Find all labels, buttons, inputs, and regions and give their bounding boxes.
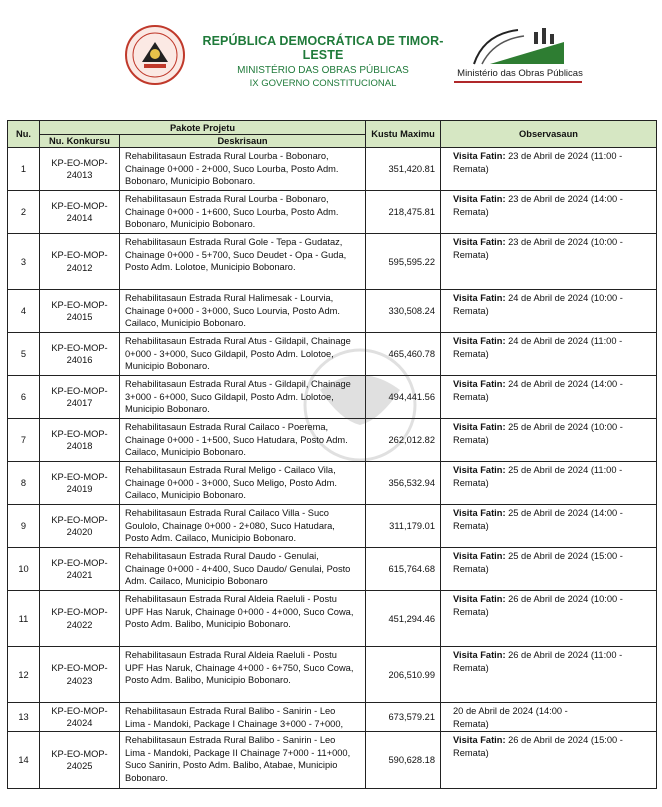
tender-code xyxy=(40,548,120,591)
site-visit-label: Visita Fatin: xyxy=(453,194,506,204)
site-visit-date: 25 de Abril de 2024 (14:00 - xyxy=(505,508,623,518)
observation-line xyxy=(453,464,652,477)
observation-line xyxy=(453,550,652,563)
max-cost: 311,179.01 xyxy=(366,505,441,548)
header-nu: Nu. xyxy=(8,121,40,148)
tender-code xyxy=(40,333,120,376)
tender-code-line: KP-EO-MOP- xyxy=(51,250,108,260)
observation-line-end: Remata) xyxy=(453,391,489,402)
observation-line xyxy=(453,649,652,662)
description-line: Suco Sanirin, Posto Adm. Balibo, Atabae, Municipio xyxy=(125,760,338,770)
site-visit-date: 24 de Abril de 2024 (10:00 - xyxy=(505,293,623,303)
table-row xyxy=(8,462,657,505)
project-description xyxy=(120,148,366,191)
project-description xyxy=(120,548,366,591)
ministry-heading xyxy=(188,34,458,89)
description-line: Bobonaro, Municipio Bobonaro. xyxy=(125,219,256,229)
site-visit-label: Visita Fatin: xyxy=(453,594,506,604)
row-number: 10 xyxy=(8,548,40,591)
tender-code-line: 24023 xyxy=(66,675,93,686)
observation xyxy=(441,462,657,505)
tender-code xyxy=(40,647,120,703)
national-emblem-icon xyxy=(124,24,186,86)
observation-line xyxy=(453,335,652,348)
description-line: Bobonaro, Municipio Bobonaro. xyxy=(125,176,256,186)
government-title: IX GOVERNO CONSTITUCIONAL xyxy=(249,78,397,89)
row-number: 5 xyxy=(8,333,40,376)
republic-title: REPÚBLICA DEMOCRÁTICA DE TIMOR-LESTE xyxy=(202,34,444,62)
observation-line-end: Remata) xyxy=(453,718,489,729)
table-row xyxy=(8,591,657,647)
tender-code-line: KP-EO-MOP- xyxy=(51,342,108,353)
table-row xyxy=(8,732,657,789)
tender-code-line: 24016 xyxy=(66,355,93,365)
table-row xyxy=(8,148,657,191)
observation-line xyxy=(453,593,652,606)
tender-code-line: 24012 xyxy=(66,262,93,273)
description-line: Rehabilitasaun Estrada Rural Lourba - Bobonaro, xyxy=(125,151,329,161)
site-visit-date: 26 de Abril de 2024 (10:00 - xyxy=(505,594,623,604)
tender-code xyxy=(40,191,120,234)
row-number: 3 xyxy=(8,234,40,290)
observation-line xyxy=(453,705,652,718)
observation xyxy=(441,191,657,234)
description-line: Rehabilitasaun Estrada Rural Aldeia Raeluli - Postu xyxy=(125,650,337,660)
site-visit-label: Visita Fatin: xyxy=(453,551,506,561)
site-visit-date: 25 de Abril de 2024 (15:00 - xyxy=(505,551,623,561)
tender-code-line: KP-EO-MOP- xyxy=(51,663,108,673)
observation-line-end: Remata) xyxy=(453,249,489,260)
description-line: Goulolo, Chainage 0+000 - 2+080, Suco Hatudara, xyxy=(125,520,335,531)
site-visit-label: Visita Fatin: xyxy=(453,151,506,161)
description-line: Chainage 0+000 - 1+500, Suco Hatudara, Posto Adm. xyxy=(125,434,348,445)
description-line: 0+000 - 3+000, Suco Gildapil, Posto Adm. Lolotoe, xyxy=(125,348,334,359)
site-visit-date: 25 de Abril de 2024 (11:00 - xyxy=(505,465,623,475)
tender-code-line: KP-EO-MOP- xyxy=(51,200,108,211)
description-line: Rehabilitasaun Estrada Rural Balibo - Sanirin - Leo xyxy=(125,735,336,745)
observation-line xyxy=(453,236,652,249)
description-line: 3+000 - 6+000, Suco Gildapil, Posto Adm. Lolotoe, xyxy=(125,391,334,402)
row-number: 8 xyxy=(8,462,40,505)
tender-code-line: 24024 xyxy=(66,718,93,728)
max-cost: 590,628.18 xyxy=(366,732,441,789)
observation xyxy=(441,703,657,732)
tender-code-line: KP-EO-MOP- xyxy=(51,748,108,759)
project-description xyxy=(120,376,366,419)
tender-code xyxy=(40,148,120,191)
site-visit-date: 24 de Abril de 2024 (14:00 - xyxy=(505,379,623,389)
tender-code-line: KP-EO-MOP- xyxy=(51,299,108,310)
table-row xyxy=(8,290,657,333)
observation-line-end: Remata) xyxy=(453,477,489,488)
description-line: Cailaco, Municipio Bobonaro. xyxy=(125,318,246,328)
row-number: 14 xyxy=(8,732,40,789)
tender-code-line: KP-EO-MOP- xyxy=(51,428,108,439)
description-line: Rehabilitasaun Estrada Rural Meligo - Cailaco Vila, xyxy=(125,465,336,475)
tender-code-line: KP-EO-MOP- xyxy=(51,514,108,525)
observation-line xyxy=(453,193,652,206)
tender-code-line: 24017 xyxy=(66,398,93,408)
max-cost: 262,012.82 xyxy=(366,419,441,462)
tender-code xyxy=(40,732,120,789)
tender-code xyxy=(40,591,120,647)
observation-line-end: Remata) xyxy=(453,606,489,617)
site-visit-label: Visita Fatin: xyxy=(453,379,506,389)
site-visit-label: Visita Fatin: xyxy=(453,237,506,247)
max-cost: 595,595.22 xyxy=(366,234,441,290)
description-line: Lima - Mandoki, Package I Chainage 3+000 - 7+000, xyxy=(125,718,344,729)
row-number: 4 xyxy=(8,290,40,333)
observation-line-end: Remata) xyxy=(453,348,489,359)
observation-line-end: Remata) xyxy=(453,434,489,445)
description-line: Rehabilitasaun Estrada Rural Cailaco Villa - Suco xyxy=(125,508,329,518)
ministry-logo-caption: Ministério das Obras Públicas xyxy=(457,68,583,79)
observation-line-end: Remata) xyxy=(453,747,489,758)
description-line: Chainage 0+000 - 5+700, Suco Deudet - Opa - Guda, xyxy=(125,249,347,260)
tender-code-line: KP-EO-MOP- xyxy=(51,157,108,168)
tender-code-line: 24015 xyxy=(66,312,93,322)
description-line: Posto Adm. Balibo, Municipio Bobonaro. xyxy=(125,675,291,685)
site-visit-date: 23 de Abril de 2024 (11:00 - xyxy=(505,151,623,161)
tender-code xyxy=(40,419,120,462)
project-description xyxy=(120,703,366,732)
observation xyxy=(441,548,657,591)
description-line: Chainage 0+000 - 1+600, Suco Lourba, Posto Adm. xyxy=(125,206,339,217)
max-cost: 494,441.56 xyxy=(366,376,441,419)
description-line: UPF Has Naruk, Chainage 4+000 - 6+750, Suco Cowa, xyxy=(125,662,354,673)
description-line: Chainage 0+000 - 3+000, Suco Lourvia, Posto Adm. xyxy=(125,305,341,316)
header-divider xyxy=(454,81,582,83)
max-cost: 206,510.99 xyxy=(366,647,441,703)
observation xyxy=(441,333,657,376)
row-number: 2 xyxy=(8,191,40,234)
site-visit-date: 26 de Abril de 2024 (11:00 - xyxy=(505,650,623,660)
observation xyxy=(441,591,657,647)
description-line: Rehabilitasaun Estrada Rural Lourba - Bobonaro, xyxy=(125,194,329,204)
site-visit-date: 23 de Abril de 2024 (10:00 - xyxy=(505,237,623,247)
header-pakote: Pakote Projetu xyxy=(40,121,366,135)
tender-code-line: 24022 xyxy=(66,619,93,630)
table-row xyxy=(8,505,657,548)
observation-line-end: Remata) xyxy=(453,563,489,574)
row-number: 9 xyxy=(8,505,40,548)
description-line: Posto Adm. Lolotoe, Municipio Bobonaro. xyxy=(125,262,296,272)
tender-code-line: 24018 xyxy=(66,441,93,451)
description-line: Rehabilitasaun Estrada Rural Halimesak - Lourvia, xyxy=(125,293,334,303)
ministry-title: MINISTÉRIO DAS OBRAS PÚBLICAS xyxy=(237,65,409,76)
description-line: Cailaco, Municipio Bobonaro. xyxy=(125,490,246,500)
description-line: Rehabilitasaun Estrada Rural Cailaco - Poerema, xyxy=(125,422,329,432)
tender-table xyxy=(7,120,657,789)
observation xyxy=(441,505,657,548)
max-cost: 351,420.81 xyxy=(366,148,441,191)
row-number: 13 xyxy=(8,703,40,732)
table-row xyxy=(8,548,657,591)
project-description xyxy=(120,462,366,505)
site-visit-label: Visita Fatin: xyxy=(453,508,506,518)
tender-code-line: 24014 xyxy=(66,213,93,223)
project-description xyxy=(120,191,366,234)
observation-line-end: Remata) xyxy=(453,662,489,673)
project-description xyxy=(120,732,366,789)
site-visit-label: Visita Fatin: xyxy=(453,336,506,346)
observation-line xyxy=(453,734,652,747)
header-deskrisaun: Deskrisaun xyxy=(120,135,366,148)
site-visit-date: 25 de Abril de 2024 (10:00 - xyxy=(505,422,623,432)
tender-code xyxy=(40,462,120,505)
site-visit-label: Visita Fatin: xyxy=(453,465,506,475)
project-description xyxy=(120,647,366,703)
tender-code-line: KP-EO-MOP- xyxy=(51,385,108,396)
observation-line-end: Remata) xyxy=(453,206,489,217)
observation-line xyxy=(453,421,652,434)
description-line: Rehabilitasaun Estrada Rural Atus - Gildapil, Chainage xyxy=(125,336,351,346)
tender-code-line: KP-EO-MOP- xyxy=(51,607,108,617)
description-line: Rehabilitasaun Estrada Rural Daudo - Genulai, xyxy=(125,551,319,561)
tender-code-line: KP-EO-MOP- xyxy=(51,557,108,568)
description-line: Lima - Mandoki, Package II Chainage 7+000 - 11+000, xyxy=(125,747,351,758)
tender-code xyxy=(40,290,120,333)
observation-line-end: Remata) xyxy=(453,305,489,316)
tender-code xyxy=(40,376,120,419)
table-row xyxy=(8,191,657,234)
table-row xyxy=(8,333,657,376)
site-visit-date: 24 de Abril de 2024 (11:00 - xyxy=(505,336,623,346)
tender-code-line: 24013 xyxy=(66,170,93,180)
description-line: UPF Has Naruk, Chainage 0+000 - 4+000, Suco Cowa, xyxy=(125,606,354,617)
site-visit-date: 23 de Abril de 2024 (14:00 - xyxy=(505,194,623,204)
row-number: 12 xyxy=(8,647,40,703)
project-description xyxy=(120,234,366,290)
header-konkursu: Nu. Konkursu xyxy=(40,135,120,148)
description-line: Municipio Bobonaro. xyxy=(125,404,210,414)
observation-line-end: Remata) xyxy=(453,520,489,531)
site-visit-label: Visita Fatin: xyxy=(453,422,506,432)
max-cost: 615,764.68 xyxy=(366,548,441,591)
observation xyxy=(441,647,657,703)
site-visit-label: Visita Fatin: xyxy=(453,293,506,303)
tender-code xyxy=(40,703,120,732)
description-line: Cailaco, Municipio Bobonaro. xyxy=(125,447,246,457)
tender-code-line: KP-EO-MOP- xyxy=(51,471,108,482)
project-description xyxy=(120,505,366,548)
observation-line-end: Remata) xyxy=(453,163,489,174)
tender-table-wrapper xyxy=(7,120,656,789)
max-cost: 465,460.78 xyxy=(366,333,441,376)
row-number: 1 xyxy=(8,148,40,191)
project-description xyxy=(120,333,366,376)
table-row xyxy=(8,419,657,462)
description-line: Municipio Bobonaro. xyxy=(125,361,210,371)
observation-line xyxy=(453,378,652,391)
table-body xyxy=(8,148,657,789)
row-number: 11 xyxy=(8,591,40,647)
max-cost: 451,294.46 xyxy=(366,591,441,647)
project-description xyxy=(120,591,366,647)
description-line: Bobonaro. xyxy=(125,772,168,783)
observation xyxy=(441,148,657,191)
max-cost: 356,532.94 xyxy=(366,462,441,505)
table-row xyxy=(8,647,657,703)
description-line: Chainage 0+000 - 2+000, Suco Lourba, Posto Adm. xyxy=(125,163,339,174)
site-visit-label: Visita Fatin: xyxy=(453,735,506,745)
description-line: Chainage 0+000 - 3+000, Suco Meligo, Posto Adm. xyxy=(125,477,337,488)
description-line: Rehabilitasaun Estrada Rural Balibo - Sanirin - Leo xyxy=(125,706,336,716)
observation-line xyxy=(453,150,652,163)
table-row xyxy=(8,703,657,732)
observation xyxy=(441,419,657,462)
project-description xyxy=(120,419,366,462)
site-visit-label: Visita Fatin: xyxy=(453,650,506,660)
site-visit-date: 26 de Abril de 2024 (15:00 - xyxy=(505,735,623,745)
tender-code xyxy=(40,234,120,290)
tender-code xyxy=(40,505,120,548)
tender-code-line: 24020 xyxy=(66,527,93,537)
project-description xyxy=(120,290,366,333)
letterhead xyxy=(0,0,662,100)
row-number: 6 xyxy=(8,376,40,419)
description-line: Rehabilitasaun Estrada Rural Aldeia Raeluli - Postu xyxy=(125,594,337,604)
description-line: Chainage 0+000 - 4+400, Suco Daudo/ Genulai, Posto xyxy=(125,563,351,574)
tender-code-line: KP-EO-MOP- xyxy=(51,705,108,716)
max-cost: 218,475.81 xyxy=(366,191,441,234)
row-number: 7 xyxy=(8,419,40,462)
description-line: Adm. Cailaco, Municipio Bobonaro xyxy=(125,576,268,586)
description-line: Rehabilitasaun Estrada Rural Gole - Tepa - Gudataz, xyxy=(125,237,343,247)
description-line: Posto Adm. Balibo, Municipio Bobonaro. xyxy=(125,619,291,629)
observation xyxy=(441,376,657,419)
header-kustu: Kustu Maximu xyxy=(366,121,441,148)
observation-line xyxy=(453,292,652,305)
table-row xyxy=(8,234,657,290)
site-visit-date: 20 de Abril de 2024 (14:00 - xyxy=(453,706,568,716)
observation xyxy=(441,732,657,789)
observation-line xyxy=(453,507,652,520)
tender-code-line: 24021 xyxy=(66,570,93,580)
max-cost: 673,579.21 xyxy=(366,703,441,732)
tender-code-line: 24025 xyxy=(66,761,93,771)
observation xyxy=(441,234,657,290)
max-cost: 330,508.24 xyxy=(366,290,441,333)
tender-code-line: 24019 xyxy=(66,484,93,494)
header-observasaun: Observasaun xyxy=(441,121,657,148)
description-line: Rehabilitasaun Estrada Rural Atus - Gildapil, Chainage xyxy=(125,379,351,389)
table-row xyxy=(8,376,657,419)
description-line: Posto Adm. Cailaco, Municipio Bobonaro. xyxy=(125,533,297,543)
observation xyxy=(441,290,657,333)
